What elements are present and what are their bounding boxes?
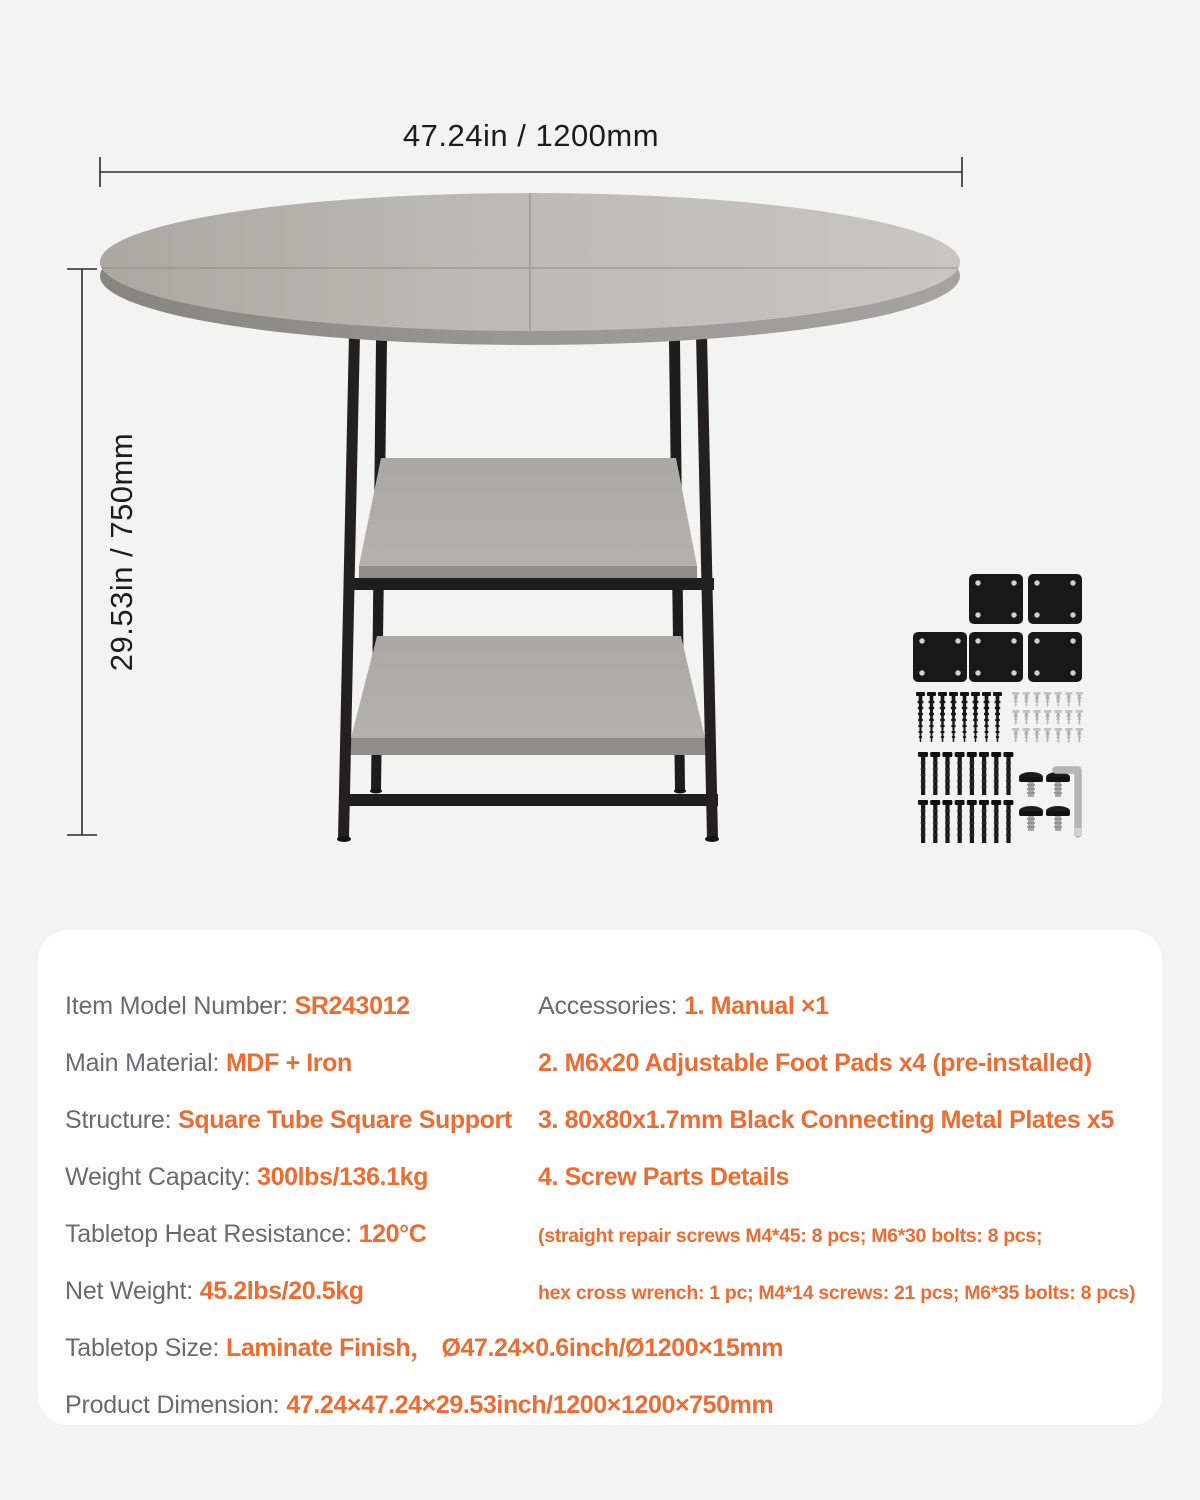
- spec-value: Laminate Finish， Ø47.24×0.6inch/Ø1200×15mm: [226, 1334, 784, 1362]
- spec-accessory-metal-plates: [538, 1106, 1142, 1136]
- spec-label: Tabletop Heat Resistance:: [65, 1220, 359, 1248]
- connecting-plate-icon: [913, 632, 967, 682]
- repair-screws-group: [916, 692, 1002, 742]
- spec-value: MDF + Iron: [225, 1049, 352, 1077]
- spec-main-material: [65, 1049, 538, 1079]
- spec-row-3: [65, 1090, 1142, 1147]
- connecting-plate-icon: [1028, 574, 1082, 624]
- spec-label: Structure:: [65, 1106, 179, 1134]
- spec-row-6: [65, 1261, 1142, 1318]
- spec-row-8: [65, 1375, 1142, 1432]
- leg-foot-pad: [337, 836, 351, 842]
- height-dimension-label: 29.53in / 750mm: [104, 432, 139, 672]
- spec-label: Product Dimension:: [65, 1391, 287, 1419]
- spec-label: Tabletop Size:: [65, 1334, 226, 1362]
- width-dimension: [100, 118, 962, 187]
- connecting-plate-icon: [1028, 632, 1082, 682]
- table-illustration: [95, 190, 965, 842]
- spec-row-5: [65, 1204, 1142, 1261]
- spec-label: Main Material:: [65, 1049, 226, 1077]
- spec-row-4: [65, 1147, 1142, 1204]
- tabletop: [95, 190, 965, 345]
- spec-card: [38, 930, 1162, 1425]
- spec-value: hex cross wrench: 1 pc; M4*14 screws: 21 pcs; M6*35 bolts: 8 pcs): [538, 1282, 1136, 1304]
- hardware-kit: [913, 574, 1083, 843]
- spec-item-model-number: [65, 992, 538, 1022]
- spec-accessories: [538, 992, 1142, 1022]
- spec-value: 1. Manual ×1: [684, 992, 829, 1020]
- width-dimension-label: 47.24in / 1200mm: [402, 118, 660, 153]
- spec-label: Item Model Number:: [65, 992, 295, 1020]
- spec-net-weight: [65, 1277, 538, 1307]
- spec-value: 47.24×47.24×29.53inch/1200×1200×750mm: [286, 1391, 774, 1419]
- spec-row-1: [65, 976, 1142, 1033]
- spec-value: SR243012: [294, 992, 410, 1020]
- height-dimension: [67, 269, 139, 835]
- spec-tabletop-size: [65, 1334, 1142, 1364]
- table-rail-upper: [344, 578, 714, 590]
- spec-value: 4. Screw Parts Details: [538, 1163, 790, 1191]
- connecting-plate-icon: [969, 574, 1023, 624]
- spec-product-dimension: [65, 1391, 1142, 1421]
- spec-structure: [65, 1106, 538, 1136]
- foot-pads-group: [1019, 772, 1070, 831]
- table-shelf-upper: [359, 458, 697, 582]
- spec-label: Weight Capacity:: [65, 1163, 258, 1191]
- spec-value: 45.2lbs/20.5kg: [199, 1277, 364, 1305]
- spec-value: 3. 80x80x1.7mm Black Connecting Metal Plates x5: [538, 1106, 1114, 1134]
- spec-heat-resistance: [65, 1220, 538, 1250]
- leg-foot-pad: [705, 836, 719, 842]
- spec-value: 120°C: [358, 1220, 427, 1248]
- spec-label: Net Weight:: [65, 1277, 200, 1305]
- table-rail-lower: [339, 794, 718, 806]
- spec-value: Square Tube Square Support: [178, 1106, 512, 1134]
- spec-weight-capacity: [65, 1163, 538, 1193]
- spec-accessory-foot-pads: [538, 1049, 1142, 1079]
- connecting-plate-icon: [969, 632, 1023, 682]
- spec-screw-details-line-2: [538, 1277, 1142, 1305]
- spec-label: Accessories:: [538, 992, 685, 1020]
- table-shelf-lower: [351, 636, 705, 755]
- bolts-group: [918, 752, 1013, 843]
- spec-value: 300lbs/136.1kg: [257, 1163, 428, 1191]
- machine-screws-group: [1012, 692, 1083, 744]
- spec-row-2: [65, 1033, 1142, 1090]
- spec-value: (straight repair screws M4*45: 8 pcs; M6*30 bolts: 8 pcs;: [538, 1225, 1043, 1247]
- spec-value: 2. M6x20 Adjustable Foot Pads x4 (pre-installed): [538, 1049, 1092, 1077]
- spec-screw-details-line-1: [538, 1220, 1142, 1248]
- spec-row-7: [65, 1318, 1142, 1375]
- spec-accessory-screw-parts: [538, 1163, 1142, 1193]
